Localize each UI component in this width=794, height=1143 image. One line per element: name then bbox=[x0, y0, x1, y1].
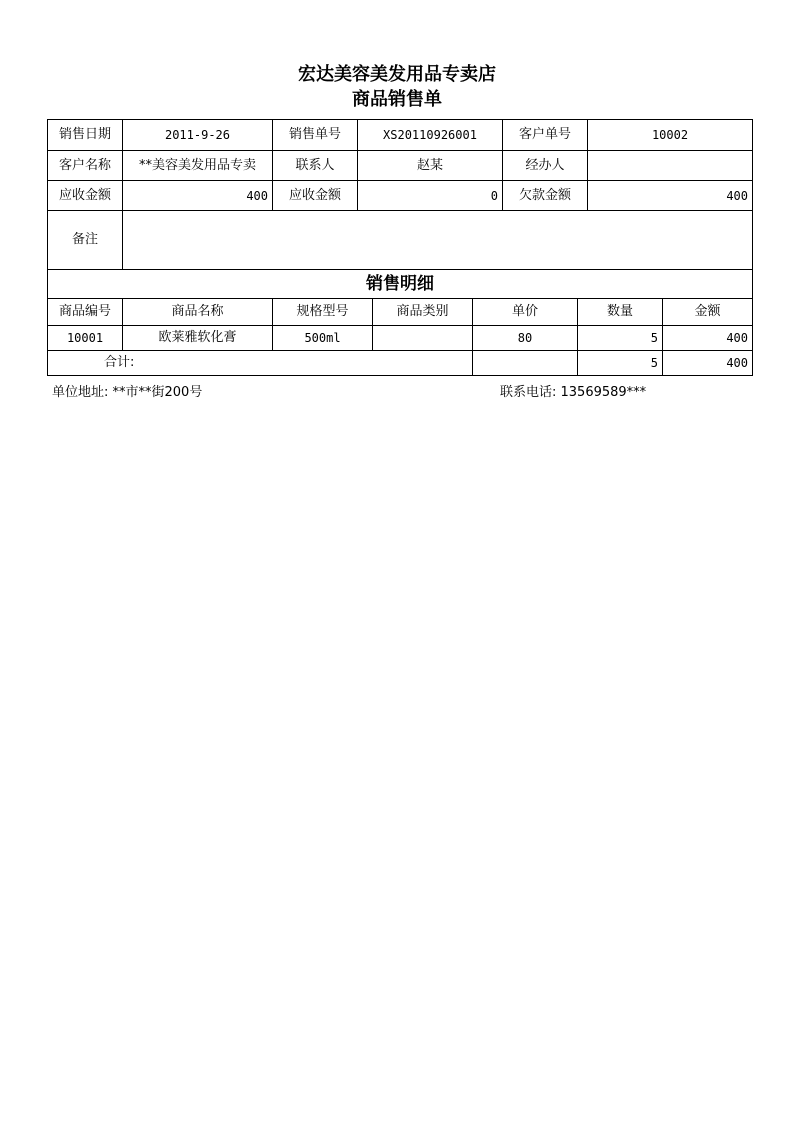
company-address: 单位地址: **市**街200号 bbox=[52, 385, 203, 400]
table-row-name: 欧莱雅软化膏 bbox=[158, 330, 237, 345]
handler-value bbox=[588, 151, 752, 180]
column-header-qty: 数量 bbox=[606, 304, 633, 319]
receivable-label: 应收金额 bbox=[58, 187, 111, 203]
customer-no-value: 10002 bbox=[651, 128, 689, 142]
table-row-code: 10001 bbox=[66, 331, 104, 345]
column-header-code: 商品编号 bbox=[58, 304, 111, 319]
table-row-qty: 5 bbox=[650, 331, 658, 345]
shop-name: 宏达美容美发用品专卖店 bbox=[298, 64, 496, 85]
customer-name-label: 客户名称 bbox=[58, 157, 111, 173]
order-no-label: 销售单号 bbox=[288, 127, 341, 142]
total-qty: 5 bbox=[650, 356, 658, 370]
customer-no-label: 客户单号 bbox=[518, 127, 571, 142]
contact-label: 联系人 bbox=[295, 157, 335, 173]
total-amount: 400 bbox=[726, 356, 748, 370]
debt-value: 400 bbox=[726, 188, 748, 203]
remark-value bbox=[123, 211, 752, 269]
column-header-price: 单价 bbox=[511, 304, 538, 319]
contact-value: 赵某 bbox=[416, 157, 443, 173]
document-title: 商品销售单 bbox=[352, 89, 442, 110]
column-header-name: 商品名称 bbox=[171, 304, 224, 319]
column-header-spec: 规格型号 bbox=[296, 304, 349, 319]
column-header-amount: 金额 bbox=[694, 304, 721, 319]
details-section-title: 销售明细 bbox=[366, 274, 434, 294]
table-row-spec: 500ml bbox=[304, 331, 341, 345]
handler-label: 经办人 bbox=[525, 157, 565, 173]
receivable-value: 400 bbox=[246, 188, 268, 203]
table-row-amount: 400 bbox=[726, 331, 748, 345]
sale-date-label: 销售日期 bbox=[58, 127, 111, 142]
debt-label: 欠款金额 bbox=[518, 187, 571, 203]
sales-form-table bbox=[47, 119, 753, 376]
table-row-price: 80 bbox=[517, 331, 533, 345]
customer-name-value: **美容美发用品专卖 bbox=[138, 157, 256, 173]
column-header-category: 商品类别 bbox=[396, 304, 449, 319]
received-label: 应收金额 bbox=[288, 187, 341, 203]
sale-date-value: 2011-9-26 bbox=[164, 128, 231, 142]
remark-label: 备注 bbox=[71, 232, 98, 247]
total-label: 合计: bbox=[104, 355, 135, 370]
table-row-category bbox=[373, 326, 472, 350]
order-no-value: XS20110926001 bbox=[383, 128, 477, 142]
received-value: 0 bbox=[490, 188, 498, 203]
company-phone: 联系电话: 13569589*** bbox=[500, 385, 647, 400]
